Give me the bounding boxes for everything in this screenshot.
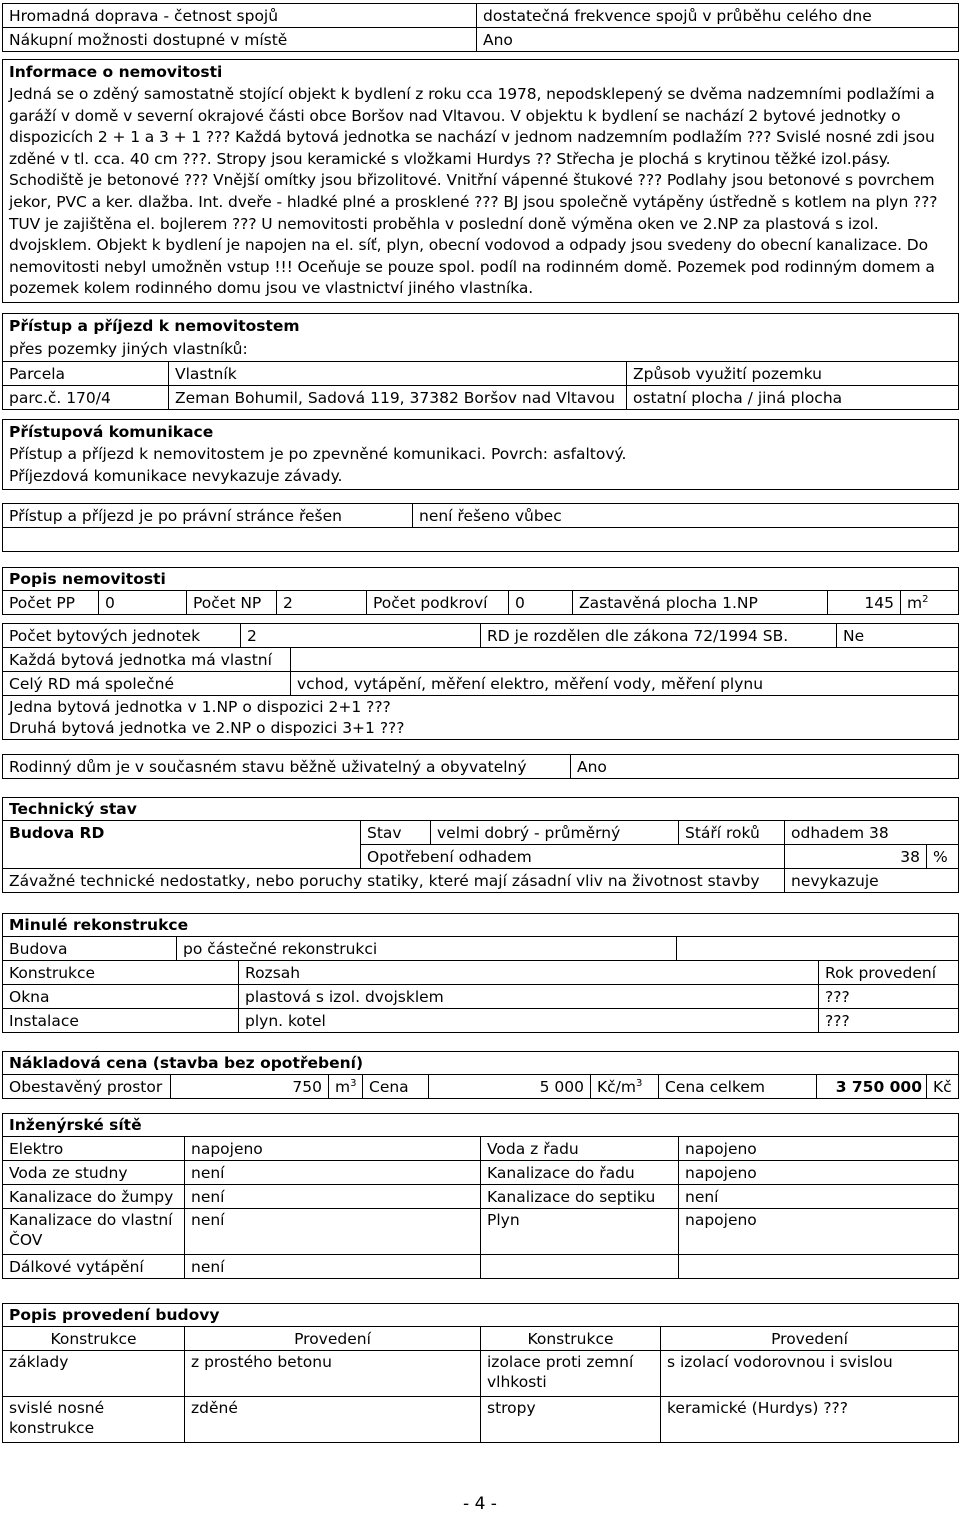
owner-cell: Zeman Bohumil, Sadová 119, 37382 Boršov nad Vltavou — [169, 386, 627, 410]
total-label: Cena celkem — [659, 1075, 817, 1099]
description-title: Popis nemovitosti — [2, 567, 959, 591]
utility-name: Dálkové vytápění — [3, 1255, 185, 1279]
attic-value: 0 — [509, 591, 573, 615]
volume-unit — [329, 1075, 363, 1099]
building-name: Budova RD — [3, 821, 361, 845]
top-rows — [2, 3, 959, 52]
construction-part: izolace proti zemní vlhkosti — [481, 1351, 661, 1397]
legal-access-label: Přístup a příjezd je po právní stránce řešen — [3, 504, 413, 528]
utility-status: napojeno — [185, 1137, 481, 1161]
usable-value: Ano — [571, 755, 959, 779]
utility-status: napojeno — [679, 1209, 959, 1255]
public-transport-value: dostatečná frekvence spojů v průběhu celého dne — [477, 4, 959, 28]
col-header: Konstrukce — [481, 1327, 661, 1351]
area-unit — [901, 591, 959, 615]
reconstruction-title: Minulé rekonstrukce — [2, 913, 959, 937]
empty-cell — [3, 845, 361, 869]
description-section — [2, 567, 959, 779]
shared-label: Celý RD má společné — [3, 672, 291, 696]
parcel-cell: parc.č. 170/4 — [3, 386, 169, 410]
table-row — [3, 1209, 959, 1255]
legal-access-section — [2, 503, 959, 552]
age-label: Stáří roků — [679, 821, 785, 845]
table-row — [3, 504, 959, 528]
own-label: Každá bytová jednotka má vlastní — [3, 648, 291, 672]
wear-label: Opotřebení odhadem — [361, 845, 785, 869]
table-row — [3, 386, 959, 410]
split-label: RD je rozdělen dle zákona 72/1994 SB. — [481, 624, 837, 648]
access-section — [2, 313, 959, 410]
utility-name: Kanalizace do septiku — [481, 1185, 679, 1209]
access-comm-section — [2, 419, 959, 490]
table-row — [3, 1351, 959, 1397]
col-header: Parcela — [3, 362, 169, 386]
volume-value: 750 — [171, 1075, 329, 1099]
land-use-cell: ostatní plocha / jiná plocha — [627, 386, 959, 410]
table-row — [3, 985, 959, 1009]
legal-access-value: není řešeno vůbec — [413, 504, 959, 528]
area-value: 145 — [828, 591, 901, 615]
pp-value: 0 — [99, 591, 187, 615]
construction-cell: Instalace — [3, 1009, 239, 1033]
age-value: odhadem 38 — [785, 821, 959, 845]
utility-name — [481, 1255, 679, 1279]
public-transport-label: Hromadná doprava - četnost spojů — [3, 4, 477, 28]
shopping-value: Ano — [477, 28, 959, 52]
table-row — [3, 1161, 959, 1185]
construction-execution: z prostého betonu — [185, 1351, 481, 1397]
tech-title: Technický stav — [2, 797, 959, 821]
table-row — [3, 869, 959, 893]
reconstruction-section — [2, 913, 959, 1033]
price-value: 5 000 — [429, 1075, 591, 1099]
year-cell: ??? — [819, 1009, 959, 1033]
usable-label: Rodinný dům je v současném stavu běžně uživatelný a obyvatelný — [3, 755, 571, 779]
access-title: Přístup a příjezd k nemovitostem — [9, 317, 300, 335]
table-row — [3, 1397, 959, 1443]
price-unit-base: Kč/m — [597, 1077, 637, 1096]
price-unit — [591, 1075, 659, 1099]
price-label: Cena — [363, 1075, 429, 1099]
col-header: Rozsah — [239, 961, 819, 985]
volume-unit-base: m — [335, 1077, 351, 1096]
table-row — [3, 624, 959, 648]
access-comm-line1: Přístup a příjezd k nemovitostem je po zpevněné komunikaci. Povrch: asfaltový. — [9, 445, 627, 463]
utility-status: napojeno — [679, 1161, 959, 1185]
table-row — [3, 1075, 959, 1099]
col-header: Provedení — [185, 1327, 481, 1351]
col-header: Způsob využití pozemku — [627, 362, 959, 386]
construction-execution: keramické (Hurdys) ??? — [661, 1397, 959, 1443]
utility-status: není — [679, 1185, 959, 1209]
table-row — [3, 4, 959, 28]
state-value: velmi dobrý - průměrný — [431, 821, 679, 845]
construction-execution: zděné — [185, 1397, 481, 1443]
table-row — [3, 28, 959, 52]
utility-status: napojeno — [679, 1137, 959, 1161]
construction-section — [2, 1303, 959, 1443]
table-row — [3, 845, 959, 869]
access-subtitle: přes pozemky jiných vlastníků: — [9, 340, 248, 358]
building-value: po částečné rekonstrukci — [177, 937, 677, 961]
col-header: Rok provedení — [819, 961, 959, 985]
page-number: - 4 - — [463, 1494, 497, 1514]
defects-value: nevykazuje — [785, 869, 959, 893]
cost-section — [2, 1051, 959, 1099]
scope-cell: plyn. kotel — [239, 1009, 819, 1033]
table-row — [3, 528, 959, 552]
utility-name: Kanalizace do žumpy — [3, 1185, 185, 1209]
construction-part: stropy — [481, 1397, 661, 1443]
table-row — [3, 591, 959, 615]
utility-name: Elektro — [3, 1137, 185, 1161]
construction-part: základy — [3, 1351, 185, 1397]
area-unit-base: m — [907, 593, 923, 612]
total-value: 3 750 000 — [817, 1075, 927, 1099]
property-info-text: Jedná se o zděný samostatně stojící objekt k bydlení z roku cca 1978, nepodsklepený se dvěma nadzemními podlažími a garáží v domě v severní okrajové části obce Boršov nad Vltavou. V objektu k bydlení se nachází 2 bytové jednotky o dispozicích 2 + 1 a 3 + 1 ??? Každá bytová jednotka se nachází v jednom nadzemním podlažím ??? Svislé nosné zdi jsou zděné v tl. cca. 40 cm ???. Stropy jsou keramické s vložkami Hurdys ?? Střecha je plochá s krytinou těžké izol.pásy. Schodiště je betonové ??? Vnější omítky jsou břizolitové. Vnitřní vápenné štukové ??? Podlahy jsou betonové s povrchem jekor, PVC a ker. dlažba. Int. dveře - hladké plné a prosklené ??? BJ jsou společně vytápěny ústředně s kotlem na plyn ??? TUV je zajištěna el. bojlerem ??? U nemovitosti proběhla v poslední doně výměna oken ve 2.NP za plastová s izol. dvojsklem. Objekt k bydlení je napojen na el. síť, plyn, obecní vodovod a odpady jsou svedeny do obecní kanalizace. Do nemovitosti nebyl umožněn vstup !!! Oceňuje se pouze spol. podíl na rodinném domě. Pozemek pod rodinným domem a pozemek kolem rodinného domu jsou ve vlastnictví jiného vlastníka. — [9, 85, 938, 298]
shopping-label: Nákupní možnosti dostupné v místě — [3, 28, 477, 52]
state-label: Stav — [361, 821, 431, 845]
volume-unit-sup: 3 — [350, 1077, 357, 1089]
utility-name: Kanalizace do řadu — [481, 1161, 679, 1185]
table-row — [3, 1255, 959, 1279]
utility-name: Voda z řadu — [481, 1137, 679, 1161]
units-label: Počet bytových jednotek — [3, 624, 241, 648]
wear-value: 38 — [785, 845, 927, 869]
own-value — [291, 648, 959, 672]
unit-notes — [2, 695, 959, 740]
wear-unit: % — [927, 845, 959, 869]
utility-status: není — [185, 1255, 481, 1279]
table-row — [3, 1009, 959, 1033]
table-header-row — [3, 1327, 959, 1351]
utility-name: Voda ze studny — [3, 1161, 185, 1185]
volume-label: Obestavěný prostor — [3, 1075, 171, 1099]
pp-label: Počet PP — [3, 591, 99, 615]
col-header: Vlastník — [169, 362, 627, 386]
utility-status: není — [185, 1209, 481, 1255]
table-header-row — [3, 362, 959, 386]
scope-cell: plastová s izol. dvojsklem — [239, 985, 819, 1009]
area-label: Zastavěná plocha 1.NP — [573, 591, 828, 615]
np-label: Počet NP — [187, 591, 277, 615]
year-cell: ??? — [819, 985, 959, 1009]
construction-execution: s izolací vodorovnou i svislou — [661, 1351, 959, 1397]
access-comm-line2: Příjezdová komunikace nevykazuje závady. — [9, 467, 343, 485]
col-header: Provedení — [661, 1327, 959, 1351]
utility-status — [679, 1255, 959, 1279]
unit-note-2: Druhá bytová jednotka ve 2.NP o dispozici 3+1 ??? — [9, 719, 405, 737]
table-row — [3, 672, 959, 696]
split-value: Ne — [837, 624, 959, 648]
access-comm-title: Přístupová komunikace — [9, 423, 214, 441]
table-row — [3, 1185, 959, 1209]
attic-label: Počet podkroví — [367, 591, 509, 615]
table-row — [3, 755, 959, 779]
np-value: 2 — [277, 591, 367, 615]
construction-title: Popis provedení budovy — [2, 1303, 959, 1327]
utilities-title: Inženýrské sítě — [2, 1113, 959, 1137]
price-unit-sup: 3 — [636, 1077, 643, 1089]
col-header: Konstrukce — [3, 1327, 185, 1351]
property-info-title: Informace o nemovitosti — [9, 63, 223, 81]
total-unit: Kč — [927, 1075, 959, 1099]
construction-cell: Okna — [3, 985, 239, 1009]
shared-value: vchod, vytápění, měření elektro, měření vody, měření plynu — [291, 672, 959, 696]
col-header: Konstrukce — [3, 961, 239, 985]
table-header-row — [3, 961, 959, 985]
defects-label: Závažné technické nedostatky, nebo poruchy statiky, které mají zásadní vliv na životnost stavby — [3, 869, 785, 893]
property-info-section — [2, 59, 959, 303]
utility-name: Plyn — [481, 1209, 679, 1255]
utilities-section — [2, 1113, 959, 1279]
utility-status: není — [185, 1161, 481, 1185]
units-value: 2 — [241, 624, 481, 648]
empty-cell — [3, 528, 959, 552]
table-row — [3, 1137, 959, 1161]
empty-cell — [677, 937, 959, 961]
utility-name: Kanalizace do vlastní ČOV — [3, 1209, 185, 1255]
cost-title: Nákladová cena (stavba bez opotřebení) — [2, 1051, 959, 1075]
table-row — [3, 648, 959, 672]
table-row — [3, 937, 959, 961]
construction-part: svislé nosné konstrukce — [3, 1397, 185, 1443]
table-row — [3, 821, 959, 845]
building-label: Budova — [3, 937, 177, 961]
area-unit-sup: 2 — [922, 593, 929, 605]
utility-status: není — [185, 1185, 481, 1209]
tech-section — [2, 797, 959, 893]
unit-note-1: Jedna bytová jednotka v 1.NP o dispozici 2+1 ??? — [9, 698, 391, 716]
